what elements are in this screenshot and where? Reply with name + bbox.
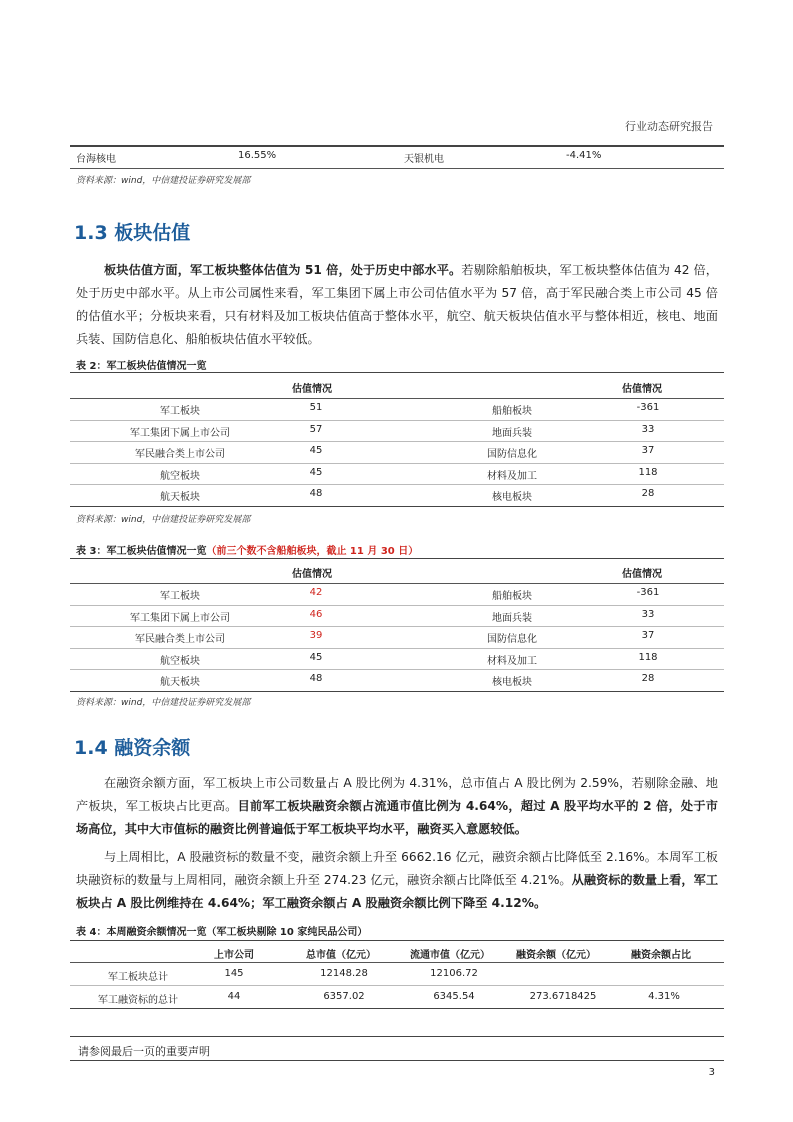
table-cell: 国防信息化 <box>487 634 537 645</box>
disclaimer-note: 请参阅最后一页的重要声明 <box>78 1045 210 1058</box>
table-cell: 台海核电 <box>76 154 116 165</box>
table-cell: 46 <box>309 608 323 620</box>
table-cell: -361 <box>636 587 660 598</box>
paragraph-bold: 目前军工板块融资余额占流通市值比例为 4.64%，超过 A 股平均水平的 2 倍，处于市场高位，其中大市值标的融资比例普遍低于军工板块平均水平，融资买入意愿较低。 <box>76 799 718 836</box>
table-cell: 材料及加工 <box>487 470 537 482</box>
column-header: 估值情况 <box>292 384 332 395</box>
column-header: 估值情况 <box>622 569 662 580</box>
table-cell: 军民融合类上市公司 <box>135 449 225 460</box>
table-cell: 航空板块 <box>160 470 200 482</box>
source-note: 资料来源：wind，中信建投证券研究发展部 <box>76 515 251 525</box>
table-cell: 军工集团下属上市公司 <box>130 612 230 624</box>
header-rule <box>70 145 724 147</box>
table-cell: 6345.54 <box>433 991 475 1002</box>
footer-rule <box>70 1060 724 1061</box>
table-caption: 表 2：军工板块估值情况一览 <box>76 361 207 372</box>
paragraph-bold: 从融资标的数量上看，军工板块占 A 股比例维持在 4.64%；军工融资余额占 A 股融资余额比例下降至 4.12%。 <box>76 873 719 910</box>
table-rule <box>70 626 724 627</box>
table-cell: 船舶板块 <box>492 591 532 602</box>
table-cell: 航天板块 <box>160 677 200 688</box>
table-cell: 核电板块 <box>492 677 532 688</box>
paragraph-text: 若剔除船舶板块，军工板块整体估值为 42 倍，处于历史中部水平。从上市公司属性来看，军工集团下属上市公司估值水平为 57 倍，高于军民融合类上市公司 45 倍的估值水平；分板块来看，只有材料及加工板块估值高于整体水平，航空、航天板块估值水平与整体相近，核电、地面兵装、国防信息化、船舶板块估值水平较低。 <box>76 263 718 346</box>
table-cell: 4.31% <box>648 991 680 1002</box>
table-rule <box>70 940 724 941</box>
table-rule <box>70 605 724 606</box>
table-cell: 军民融合类上市公司 <box>135 634 225 645</box>
table-cell: 42 <box>309 587 323 598</box>
table-rule <box>70 985 724 986</box>
table-cell: 118 <box>638 466 658 478</box>
table-cell: 51 <box>309 402 323 413</box>
table-cell: 33 <box>641 423 655 435</box>
table-cell: 273.6718425 <box>529 991 597 1002</box>
table-rule <box>70 691 724 692</box>
table-cell: 军工板块 <box>160 406 200 417</box>
table-rule <box>70 484 724 485</box>
table-rule <box>70 441 724 442</box>
paragraph <box>76 772 718 841</box>
table-cell: 航空板块 <box>160 655 200 667</box>
table-cell: 57 <box>309 423 323 435</box>
column-header: 流通市值（亿元） <box>410 950 490 961</box>
paragraph <box>76 259 718 351</box>
table-rule <box>70 506 724 507</box>
table-cell: 材料及加工 <box>487 655 537 667</box>
table-cell: 145 <box>224 968 244 979</box>
page-number: 3 <box>708 1067 715 1078</box>
table-cell: 天银机电 <box>404 154 444 165</box>
table-rule <box>70 669 724 670</box>
table-cell: 军工集团下属上市公司 <box>130 427 230 439</box>
table-rule <box>70 1008 724 1009</box>
source-note: 资料来源：wind，中信建投证券研究发展部 <box>76 176 251 186</box>
table-cell: 国防信息化 <box>487 449 537 460</box>
report-type-header: 行业动态研究报告 <box>625 120 713 133</box>
table-cell: 118 <box>638 651 658 663</box>
table-rule <box>70 463 724 464</box>
table-cell: -361 <box>636 402 660 413</box>
table-cell: 45 <box>309 445 323 456</box>
section-title: 1.4 融资余额 <box>74 737 191 759</box>
table-cell: 48 <box>309 488 323 499</box>
table-cell: 28 <box>641 488 655 499</box>
source-note: 资料来源：wind，中信建投证券研究发展部 <box>76 698 251 708</box>
table-cell: 39 <box>309 630 323 641</box>
table-cell: 16.55% <box>238 150 277 161</box>
table-cell: 48 <box>309 673 323 684</box>
table-rule <box>70 398 724 399</box>
column-header: 融资余额（亿元） <box>516 950 596 961</box>
table-caption: 表 4：本周融资余额情况一览（军工板块剔除 10 家纯民品公司） <box>76 927 368 938</box>
table-rule <box>70 558 724 559</box>
table-cell: 37 <box>641 445 655 456</box>
paragraph-text: 与上周相比，A 股融资标的数量不变，融资余额上升至 6662.16 亿元，融资余额占比降低至 2.16%。本周军工板块融资标的数量与上周相同，融资余额上升至 274.23 亿元，融资余额占比降低至 4.21%。 <box>76 850 718 887</box>
table-cell: 12106.72 <box>430 968 478 979</box>
table-caption-text: 表 3：军工板块估值情况一览 <box>76 546 207 557</box>
table-cell: 军工融资标的总计 <box>98 995 178 1006</box>
table-rule <box>70 372 724 373</box>
table-rule <box>70 168 724 169</box>
column-header: 估值情况 <box>622 384 662 395</box>
table-cell: 6357.02 <box>323 991 365 1002</box>
table-cell: 军工板块总计 <box>108 972 168 983</box>
table-caption <box>76 542 418 557</box>
table-cell: 核电板块 <box>492 492 532 503</box>
table-cell: 37 <box>641 630 655 641</box>
table-cell: 12148.28 <box>320 968 368 979</box>
table-cell: -4.41% <box>566 150 602 161</box>
table-rule <box>70 648 724 649</box>
column-header: 估值情况 <box>292 569 332 580</box>
paragraph-bold: 板块估值方面，军工板块整体估值为 51 倍，处于历史中部水平。 <box>104 263 462 277</box>
table-cell: 航天板块 <box>160 492 200 503</box>
column-header: 总市值（亿元） <box>306 950 376 961</box>
table-cell: 地面兵装 <box>492 612 532 624</box>
footer-rule <box>70 1036 724 1037</box>
table-cell: 28 <box>641 673 655 684</box>
table-cell: 45 <box>309 466 323 478</box>
table-cell: 33 <box>641 608 655 620</box>
table-caption-note: （前三个数不含船舶板块，截止 11 月 30 日） <box>206 546 419 557</box>
table-cell: 地面兵装 <box>492 427 532 439</box>
table-cell: 44 <box>227 991 241 1002</box>
column-header: 融资余额占比 <box>631 950 691 961</box>
table-cell: 军工板块 <box>160 591 200 602</box>
table-rule <box>70 583 724 584</box>
paragraph <box>76 846 718 915</box>
table-cell: 船舶板块 <box>492 406 532 417</box>
section-title: 1.3 板块估值 <box>74 222 191 244</box>
table-cell: 45 <box>309 651 323 663</box>
column-header: 上市公司 <box>214 950 254 961</box>
table-rule <box>70 420 724 421</box>
paragraph-text: 在融资余额方面，军工板块上市公司数量占 A 股比例为 4.31%，总市值占 A 股比例为 2.59%，若剔除金融、地产板块，军工板块占比更高。 <box>76 776 718 813</box>
top-table-row <box>70 150 724 166</box>
table-rule <box>70 962 724 963</box>
